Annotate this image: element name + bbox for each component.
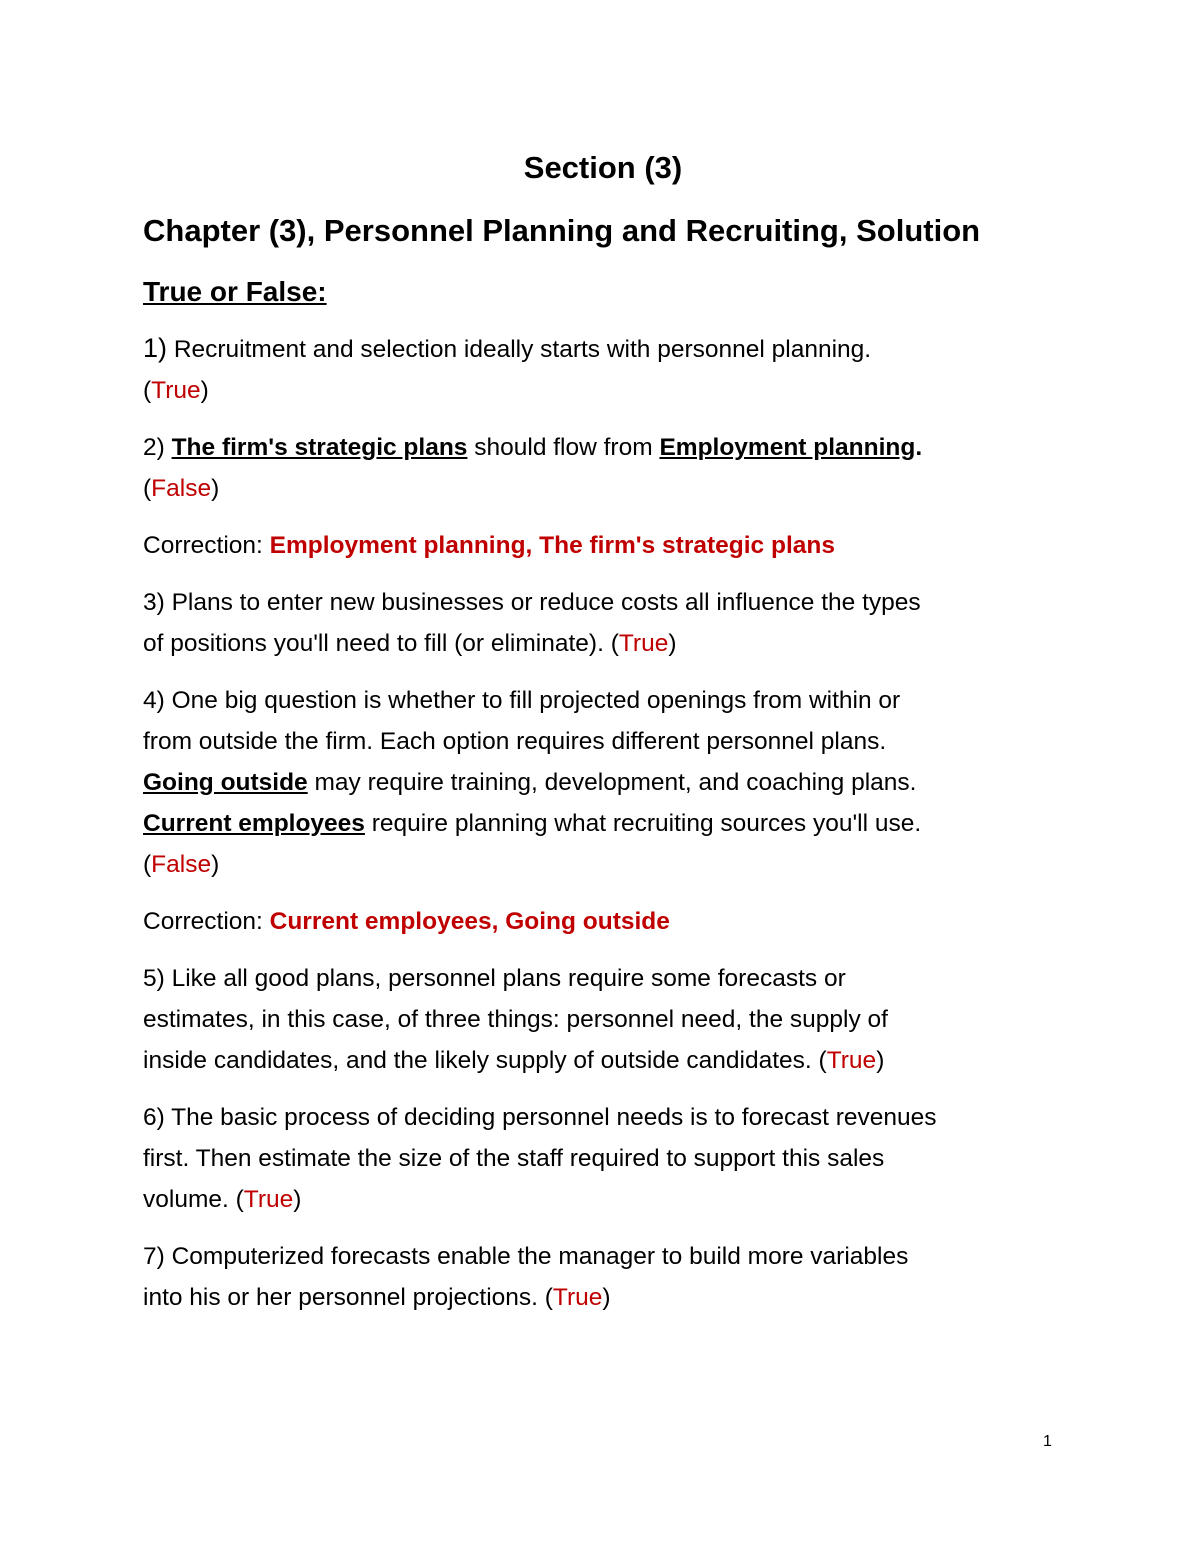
question-4-line-3 bbox=[143, 762, 1063, 803]
question-5-line-2: estimates, in this case, of three things: personnel need, the supply of bbox=[143, 1006, 888, 1033]
question-number: 1) bbox=[143, 333, 168, 363]
correction-text: Current employees, Going outside bbox=[269, 908, 670, 935]
question-text: should flow from bbox=[467, 434, 660, 461]
question-7 bbox=[143, 1236, 1063, 1318]
question-text: inside candidates, and the likely supply of outside candidates. bbox=[143, 1047, 819, 1074]
paren-close: ) bbox=[211, 475, 220, 502]
question-4-answer bbox=[143, 844, 1063, 885]
answer-label: True bbox=[552, 1284, 603, 1311]
correction-4-line bbox=[143, 901, 1063, 942]
answer-label: False bbox=[151, 851, 212, 878]
question-text: volume. bbox=[143, 1186, 236, 1213]
paren-close: ) bbox=[602, 1284, 611, 1311]
answer-label: True bbox=[151, 377, 201, 404]
correction-label: Correction: bbox=[143, 532, 270, 559]
answer-label: True bbox=[243, 1186, 294, 1213]
question-6-line-3 bbox=[143, 1179, 1063, 1220]
question-3-line-2 bbox=[143, 623, 1063, 664]
paren-close: ) bbox=[211, 851, 220, 878]
question-2-answer bbox=[143, 468, 1063, 509]
answer-label: True bbox=[618, 630, 669, 657]
paren-close: ) bbox=[876, 1047, 885, 1074]
paren-open: ( bbox=[544, 1284, 553, 1311]
question-3-line-1: 3) Plans to enter new businesses or reduce costs all influence the types bbox=[143, 589, 921, 616]
correction-2-line bbox=[143, 525, 1063, 566]
paren-open: ( bbox=[610, 630, 619, 657]
question-5-line-1: 5) Like all good plans, personnel plans require some forecasts or bbox=[143, 965, 846, 992]
paren-open: ( bbox=[818, 1047, 827, 1074]
question-6 bbox=[143, 1097, 1063, 1220]
paren-open: ( bbox=[235, 1186, 244, 1213]
paren-close: ) bbox=[293, 1186, 302, 1213]
chapter-title: Chapter (3), Personnel Planning and Recruiting, Solution bbox=[143, 213, 981, 248]
correction-label: Correction: bbox=[143, 908, 270, 935]
answer-label: False bbox=[151, 475, 212, 502]
question-text: into his or her personnel projections. bbox=[143, 1284, 545, 1311]
question-2 bbox=[143, 427, 1063, 509]
question-7-line-2 bbox=[143, 1277, 1063, 1318]
question-1 bbox=[143, 328, 1063, 411]
underlined-term: Employment planning bbox=[659, 434, 916, 461]
underlined-term: The firm's strategic plans bbox=[171, 434, 468, 461]
correction-text: Employment planning, The firm's strategic plans bbox=[269, 532, 835, 559]
question-1-text bbox=[143, 328, 1063, 370]
question-4-line-4 bbox=[143, 803, 1063, 844]
question-text: may require training, development, and coaching plans. bbox=[307, 769, 917, 796]
question-1-answer bbox=[143, 370, 1063, 411]
question-6-line-1: 6) The basic process of deciding personnel needs is to forecast revenues bbox=[143, 1104, 937, 1131]
section-title: Section (3) bbox=[523, 150, 683, 185]
question-2-text bbox=[143, 427, 1063, 468]
question-6-line-2: first. Then estimate the size of the staff required to support this sales bbox=[143, 1145, 885, 1172]
answer-label: True bbox=[826, 1047, 877, 1074]
question-4-line-1: 4) One big question is whether to fill projected openings from within or bbox=[143, 687, 901, 714]
question-5-line-3 bbox=[143, 1040, 1063, 1081]
paren-close: ) bbox=[200, 377, 209, 404]
paren-open: ( bbox=[143, 475, 152, 502]
question-3 bbox=[143, 582, 1063, 664]
question-7-line-1: 7) Computerized forecasts enable the manager to build more variables bbox=[143, 1243, 909, 1270]
correction-4 bbox=[143, 901, 1063, 942]
question-5 bbox=[143, 958, 1063, 1081]
paren-open: ( bbox=[143, 377, 152, 404]
true-false-heading: True or False: bbox=[143, 276, 327, 307]
underlined-term: Going outside bbox=[143, 769, 308, 796]
period: . bbox=[915, 434, 923, 461]
page-number: 1 bbox=[1043, 1433, 1052, 1450]
question-text: of positions you'll need to fill (or eliminate). bbox=[143, 630, 611, 657]
paren-close: ) bbox=[668, 630, 677, 657]
paren-open: ( bbox=[143, 851, 152, 878]
question-text: require planning what recruiting sources you'll use. bbox=[364, 810, 922, 837]
question-4-line-2: from outside the firm. Each option requires different personnel plans. bbox=[143, 728, 887, 755]
question-4 bbox=[143, 680, 1063, 885]
correction-2 bbox=[143, 525, 1063, 566]
question-number: 2) bbox=[143, 434, 172, 461]
page-content bbox=[143, 140, 1063, 1318]
question-text: Recruitment and selection ideally starts with personnel planning. bbox=[167, 336, 872, 363]
underlined-term: Current employees bbox=[143, 810, 365, 837]
